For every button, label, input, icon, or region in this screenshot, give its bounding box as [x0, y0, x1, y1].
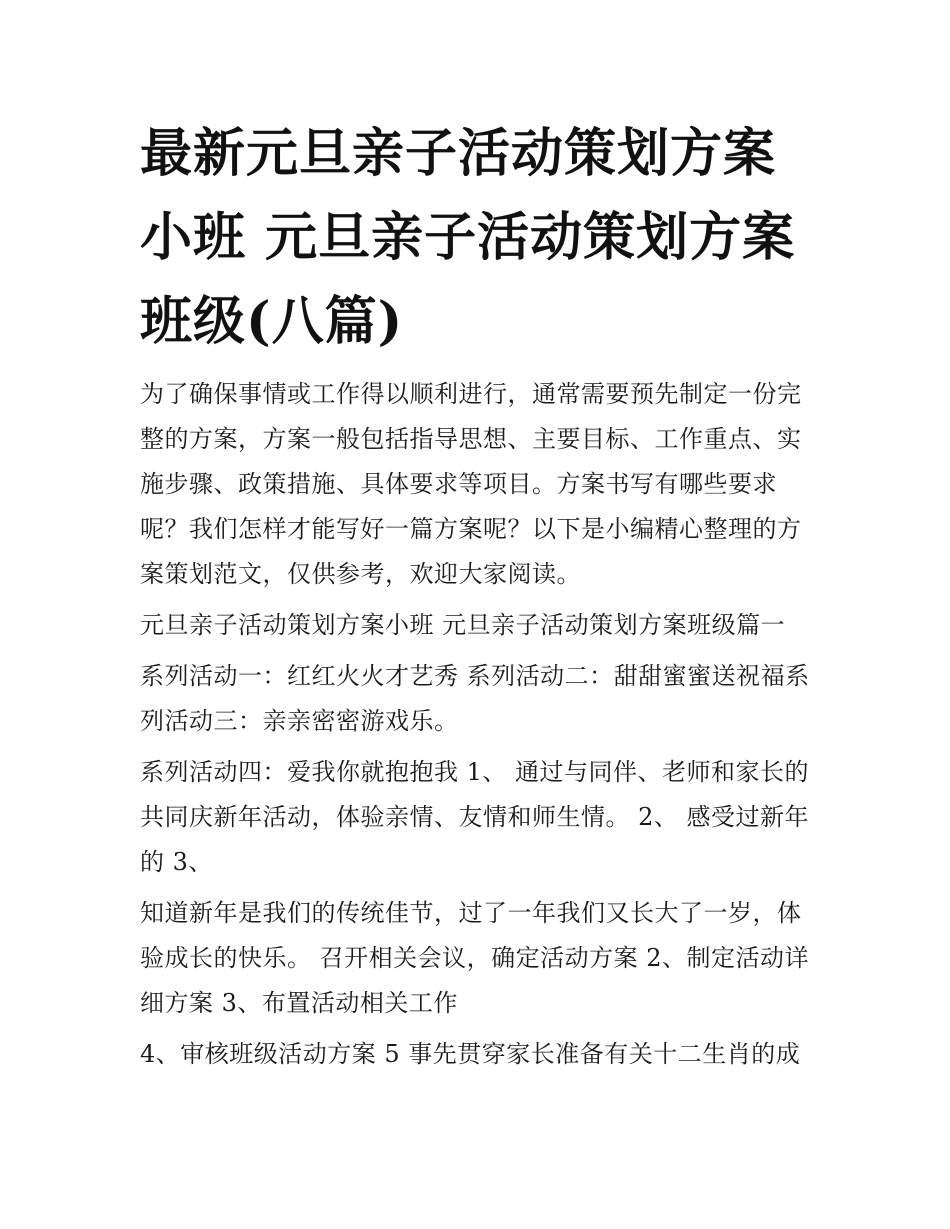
goals-paragraph: 知道新年是我们的传统佳节，过了一年我们又长大了一岁，体验成长的快乐。 召开相关会议，确定活动方案 2、制定活动详细方案 3、布置活动相关工作	[140, 899, 810, 1017]
document-title: 最新元旦亲子活动策划方案小班 元旦亲子活动策划方案班级(八篇)	[140, 123, 796, 352]
activities-paragraph: 系列活动一：红红火火才艺秀 系列活动二：甜甜蜜蜜送祝福系列活动三：亲亲密密游戏乐。	[140, 662, 810, 735]
review-paragraph: 4、审核班级活动方案 5 事先贯穿家长准备有关十二生肖的成	[140, 1040, 801, 1068]
activity-four-paragraph: 系列活动四：爱我你就抱抱我 1、 通过与同伴、老师和家长的共同庆新年活动，体验亲情、友情和师生情。 2、 感受过新年的 3、	[140, 758, 810, 876]
intro-paragraph: 为了确保事情或工作得以顺利进行，通常需要预先制定一份完整的方案，方案一般包括指导思想、主要目标、工作重点、实施步骤、政策措施、具体要求等项目。方案书写有哪些要求呢？我们怎样才能写好一篇方案呢？以下是小编精心整理的方案策划范文，仅供参考，欢迎大家阅读。	[140, 380, 802, 588]
section-heading-paragraph: 元旦亲子活动策划方案小班 元旦亲子活动策划方案班级篇一	[140, 611, 786, 639]
document-body	[140, 112, 820, 1083]
